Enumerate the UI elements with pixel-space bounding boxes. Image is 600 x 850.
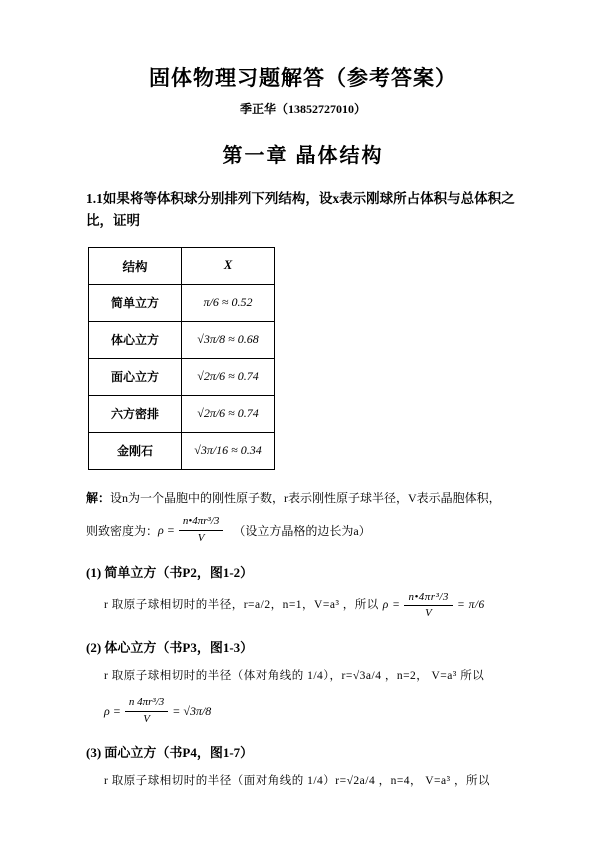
fraction-denominator: V (197, 531, 205, 544)
structure-cell: 体心立方 (89, 321, 182, 358)
density-post-text: （设立方晶格的边长为a） (233, 523, 371, 538)
x-value-cell: √2π/6 ≈ 0.74 (182, 395, 275, 432)
x-value-cell: √3π/16 ≈ 0.34 (182, 432, 275, 469)
structure-cell: 六方密排 (89, 395, 182, 432)
structure-cell: 简单立方 (89, 284, 182, 321)
section-1-fraction (404, 591, 453, 622)
fraction-denominator: V (425, 607, 433, 620)
section-heading-3: (3) 面心立方（书P4，图1-7） (86, 745, 254, 761)
table-row (89, 358, 275, 395)
section-1-text: r 取原子球相切时的半径，r=a/2，n=1，V=a³ ，所以 (104, 598, 379, 611)
x-value-cell: π/6 ≈ 0.52 (182, 284, 275, 321)
section-3-text: r 取原子球相切时的半径（面对角线的 1/4）r=√2a/4 ，n=4， V=a³ ，所以 (104, 775, 490, 788)
structure-cell: 金刚石 (89, 432, 182, 469)
fraction-numerator: n 4πr³/3 (125, 696, 168, 712)
section-2-rho-equals: ρ = (104, 703, 121, 718)
problem-statement: 1.1如果将等体积球分别排列下列结构，设x表示刚球所占体积与总体积之比，证明 (86, 191, 515, 229)
structure-cell: 面心立方 (89, 358, 182, 395)
density-formula-line (86, 515, 520, 546)
col-header-x: X (182, 247, 275, 284)
solution-label: 解： (86, 490, 111, 505)
rho-equals: ρ = (158, 522, 175, 537)
table-row (89, 321, 275, 358)
density-pre-text: 则致密度为： (86, 523, 159, 538)
solution-intro (86, 488, 520, 510)
table-row (89, 395, 275, 432)
section-2-formula-line (104, 696, 520, 727)
x-value-cell: √3π/8 ≈ 0.68 (182, 321, 275, 358)
fraction-numerator: n•4πr³/3 (179, 515, 224, 531)
table-header-row (89, 247, 275, 284)
table-row (89, 432, 275, 469)
section-body-2 (104, 666, 520, 688)
page-title: 固体物理习题解答（参考答案） (149, 66, 457, 90)
section-2-result: = √3π/8 (172, 703, 212, 718)
fraction-numerator: n•4πr³/3 (404, 591, 453, 607)
packing-ratio-table (88, 247, 275, 470)
chapter-title: 第一章 晶体结构 (222, 145, 384, 167)
section-body-3 (104, 771, 520, 793)
author-line: 季正华（13852727010） (239, 102, 366, 116)
section-1-rho-equals: ρ = (382, 598, 401, 611)
x-value-cell: √2π/6 ≈ 0.74 (182, 358, 275, 395)
section-heading-2: (2) 体心立方（书P3，图1-3） (86, 640, 254, 656)
solution-intro-text: 设n为一个晶胞中的刚性原子数，r表示刚性原子球半径，V表示晶胞体积， (110, 490, 501, 505)
section-body-1 (104, 591, 520, 622)
section-2-fraction (125, 696, 168, 727)
col-header-structure: 结构 (89, 247, 182, 284)
section-2-text: r 取原子球相切时的半径（体对角线的 1/4），r=√3a/4 ，n=2， V=a³ 所以 (104, 670, 485, 683)
section-1-result: = π/6 (456, 598, 485, 611)
table-row (89, 284, 275, 321)
fraction-denominator: V (143, 712, 150, 725)
section-heading-1: (1) 简单立方（书P2，图1-2） (86, 564, 254, 580)
density-fraction (179, 515, 224, 546)
